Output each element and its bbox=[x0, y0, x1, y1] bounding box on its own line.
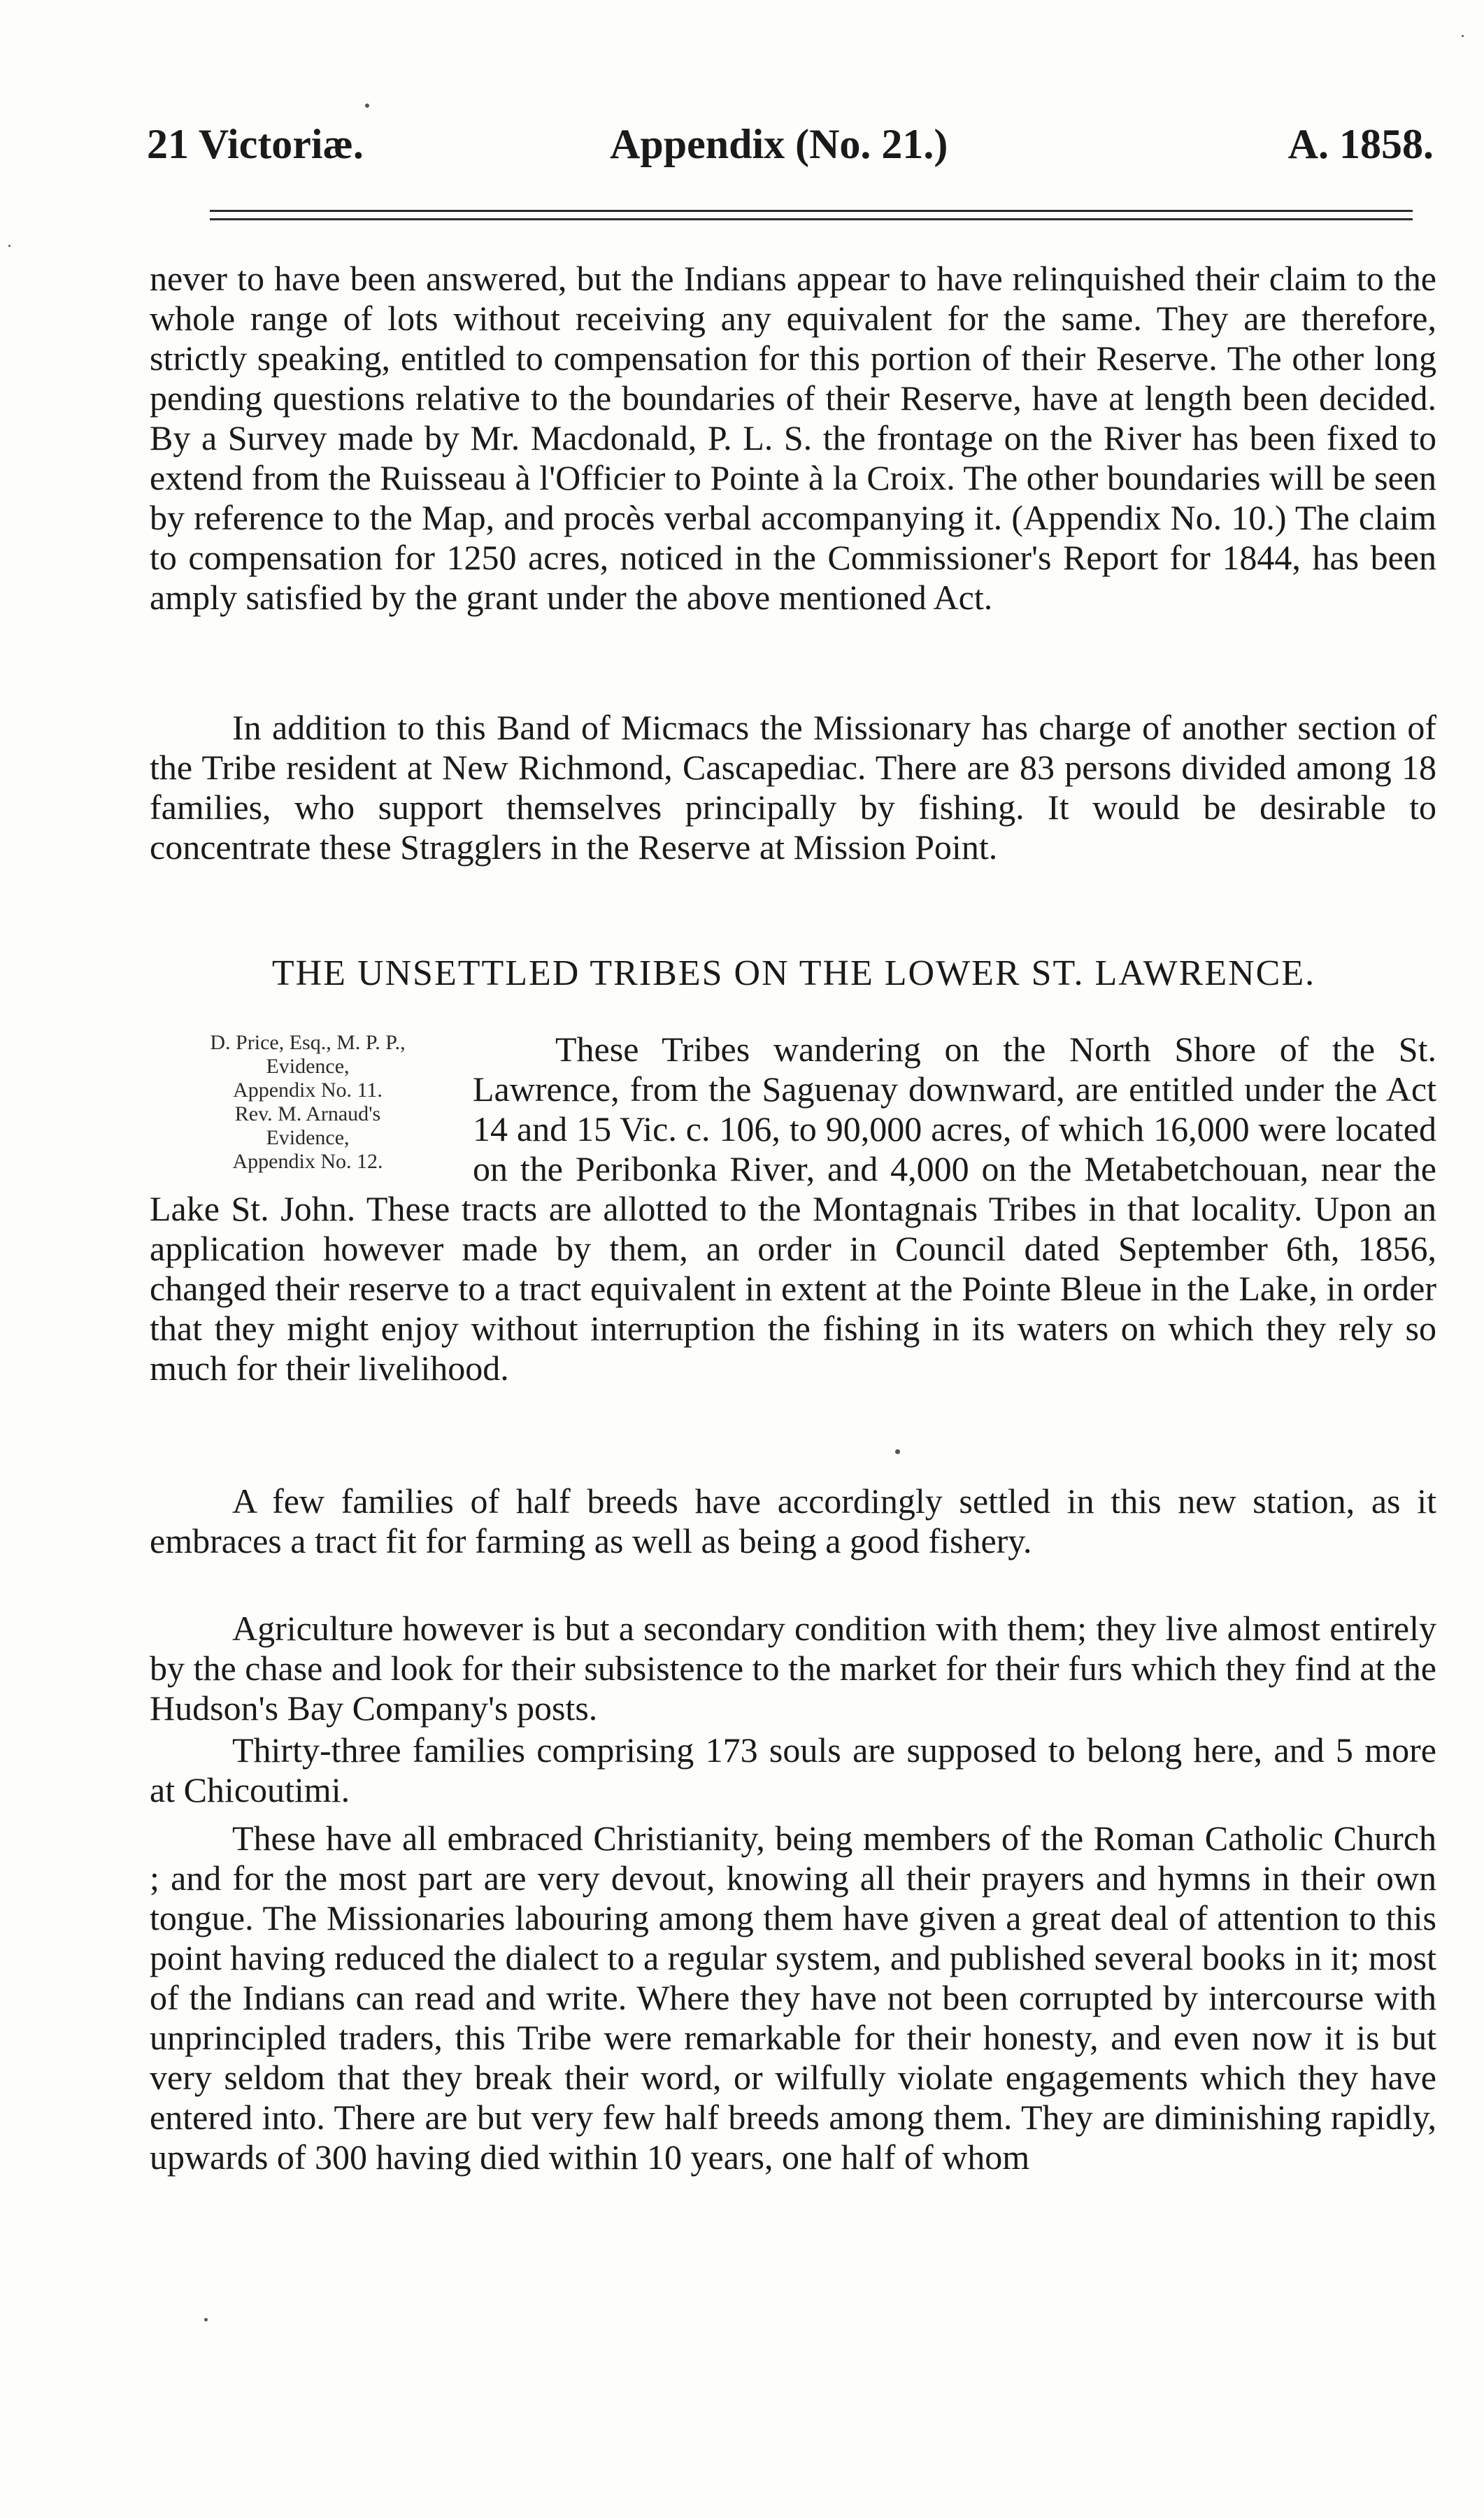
paragraph-christianity bbox=[150, 1819, 1436, 2177]
paragraph-text: Thirty-three families comprising 173 souls are supposed to belong here, and 5 more at Chicoutimi. bbox=[150, 1730, 1436, 1809]
margin-note-line: Evidence, bbox=[266, 1126, 350, 1149]
margin-note-line: Appendix No. 12. bbox=[232, 1150, 383, 1173]
header-rule-top bbox=[210, 210, 1413, 212]
header-appendix: Appendix (No. 21.) bbox=[610, 121, 948, 167]
speck-mark bbox=[365, 104, 369, 108]
speck-mark bbox=[204, 2318, 208, 2321]
margin-note-line: Rev. M. Arnaud's bbox=[234, 1102, 381, 1125]
paragraph-text: Agriculture however is but a secondary condition with them; they live almost entirely by the chase and look for their subsistence to the market for their furs which they find at the Hudson's Bay Company's posts. bbox=[150, 1609, 1436, 1728]
paragraph-families bbox=[150, 1730, 1436, 1810]
speck-mark bbox=[895, 1449, 900, 1454]
margin-note-line: Appendix No. 11. bbox=[233, 1079, 383, 1102]
header-session: 21 Victoriæ. bbox=[147, 121, 364, 167]
speck-mark bbox=[1462, 35, 1464, 37]
paragraph-text: A few families of half breeds have accordingly settled in this new station, as it embraces a tract fit for farming as well as being a good fishery. bbox=[150, 1481, 1436, 1560]
speck-mark bbox=[8, 245, 10, 247]
paragraph-tribes bbox=[150, 1030, 1436, 1388]
header-year: A. 1858. bbox=[1287, 121, 1434, 167]
paragraph-text: never to have been answered, but the Indians appear to have relinquished their claim to the whole range of lots without receiving any equivalent for the same. They are therefore, strictly speaking, entitled to compensation for this portion of their Reserve. The other long pending questions relative to the boundaries of their Reserve, have at length been decided. By a Survey made by Mr. Macdonald, P. L. S. the frontage on the River has been fixed to extend from the Ruisseau à l'Officier to Pointe à la Croix. The other boundaries will be seen by reference to the Map, and procès verbal accompanying it. (Appendix No. 10.) The claim to compensation for 1250 acres, noticed in the Commissioner's Report for 1844, has been amply satisfied by the grant under the above mentioned Act. bbox=[150, 259, 1436, 617]
margin-note-spacer bbox=[150, 1030, 473, 1189]
running-header bbox=[147, 120, 1434, 176]
paragraph-continued bbox=[150, 259, 1436, 618]
margin-note-line: D. Price, Esq., M. P. P., bbox=[210, 1031, 406, 1054]
margin-note-line: Evidence, bbox=[266, 1055, 350, 1078]
paragraph-text: In addition to this Band of Micmacs the Missionary has charge of another section of the Tribe resident at New Richmond, Cascapediac. There are 83 persons divided among 18 families, who support themselves principally by fishing. It would be desirable to concentrate these Stragglers in the Reserve at Mission Point. bbox=[150, 708, 1436, 867]
header-rule-bottom bbox=[210, 218, 1413, 220]
paragraph-new-richmond bbox=[150, 708, 1436, 867]
paragraph-agriculture bbox=[150, 1609, 1436, 1728]
paragraph-text: These have all embraced Christianity, being members of the Roman Catholic Church ; and for the most part are very devout, knowing all their prayers and hymns in their own tongue. The Missionaries labouring among them have given a great deal of attention to this point having reduced the dialect to a regular system, and published several books in it; most of the Indians can read and write. Where they have not been corrupted by intercourse with unprincipled traders, this Tribe were remarkable for their honesty, and even now it is but very seldom that they break their word, or wilfully violate engagements which they have entered into. There are but very few half breeds among them. They are diminishing rapidly, upwards of 300 having died within 10 years, one half of whom bbox=[150, 1819, 1436, 2177]
paragraph-half-breeds bbox=[150, 1481, 1436, 1561]
section-heading: THE UNSETTLED TRIBES ON THE LOWER ST. LAWRENCE. bbox=[271, 953, 1316, 993]
paragraph-text: These Tribes wandering on the North Shore of the St. Lawrence, from the Saguenay downward, are entitled under the Act 14 and 15 Vic. c. 106, to 90,000 acres, of which 16,000 were located on the Peribonka River, and 4,000 on the Metabetchouan, near the Lake St. John. These tracts are allotted to the Montagnais Tribes in that locality. Upon an application however made by them, an order in Council dated September 6th, 1856, changed their reserve to a tract equivalent in extent at the Pointe Bleue in the Lake, in order that they might enjoy without interruption the fishing in its waters on which they rely so much for their livelihood. bbox=[150, 1030, 1436, 1388]
